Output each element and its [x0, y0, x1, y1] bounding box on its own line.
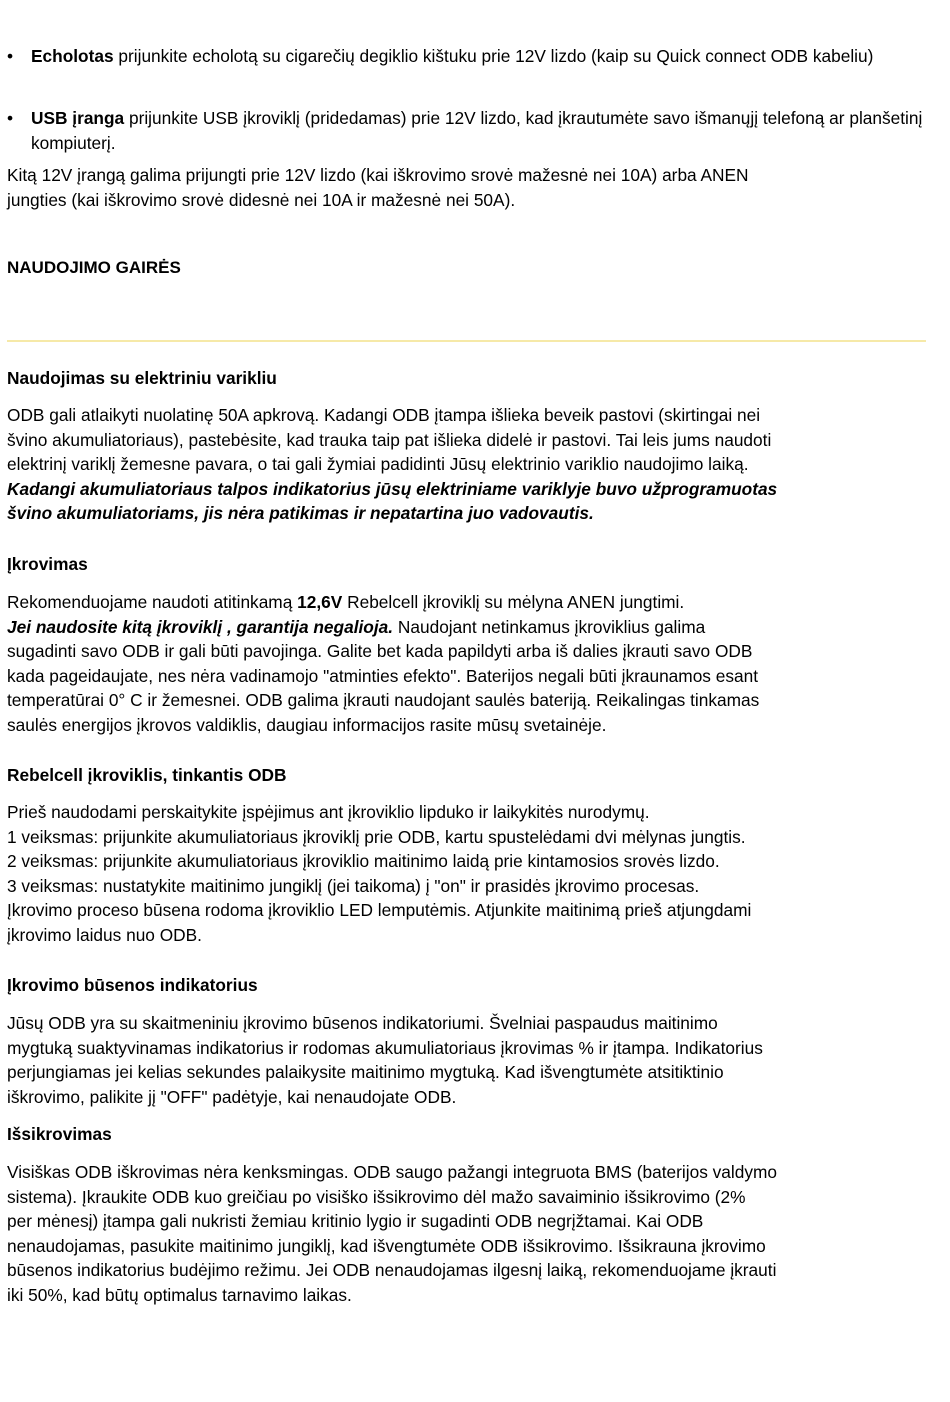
- text-run: Rebelcell įkroviklį su mėlyna ANEN jungtimi.: [342, 592, 685, 612]
- section-body-charger: [7, 800, 932, 948]
- step-line: 1 veiksmas: prijunkite akumuliatoriaus įkroviklį prie ODB, kartu spustelėdami dvi mėlynas jungtis.: [7, 826, 746, 847]
- guidelines-heading: NAUDOJIMO GAIRĖS: [7, 258, 181, 277]
- bullet-usb: [31, 106, 932, 155]
- text-line: švino akumuliatoriaus), pastebėsite, kad trauka taip pat išlieka didelė ir pastovi. Tai leis jums naudoti: [7, 429, 772, 450]
- section-heading-motor: Naudojimas su elektriniu varikliu: [7, 368, 277, 388]
- text-line: elektrinį variklį žemesne pavara, o tai gali žymiai padidinti Jūsų elektrinio variklio naudojimo laiką.: [7, 454, 749, 475]
- text-line: iki 50%, kad būtų optimalus tarnavimo laikas.: [7, 1284, 352, 1305]
- bullet-text: prijunkite echolotą su cigarečių degiklio kištuku prie 12V lizdo (kaip su Quick connect ODB kabeliu): [113, 46, 874, 66]
- text-line: būsenos indikatorius budėjimo režimu. Jei ODB nenaudojamas ilgesnį laiką, rekomenduojame įkrauti: [7, 1260, 777, 1281]
- text-line: temperatūrai 0° C ir žemesnei. ODB galima įkrauti naudojant saulės bateriją. Reikalingas tinkamas: [7, 690, 760, 711]
- warning-line: Kadangi akumuliatoriaus talpos indikatorius jūsų elektriniame variklyje buvo užprogramuotas: [7, 478, 778, 499]
- section-heading-charging: Įkrovimas: [7, 554, 88, 574]
- text-line: [7, 590, 932, 615]
- section-body-discharge: [7, 1160, 932, 1308]
- section-heading-discharge: Išsikrovimas: [7, 1124, 112, 1144]
- text-line: iškrovimo, palikite jį "OFF" padėtyje, kai nenaudojate ODB.: [7, 1086, 457, 1107]
- text-run: Naudojant netinkamus įkroviklius galima: [393, 616, 706, 637]
- voltage-value: 12,6V: [297, 592, 343, 612]
- text-line: jungties (kai iškrovimo srovė didesnė nei 10A ir mažesnė nei 50A).: [7, 189, 516, 210]
- divider: [7, 340, 926, 342]
- text-line: Visiškas ODB iškrovimas nėra kenksmingas. ODB saugo pažangi integruota BMS (baterijos valdymo: [7, 1162, 777, 1182]
- section-body-charging: [7, 590, 932, 738]
- section-body-indicator: [7, 1011, 932, 1109]
- bullet-term: USB įranga: [31, 108, 125, 128]
- bullet-text: prijunkite USB įkroviklį (pridedamas) prie 12V lizdo, kad įkrautumėte savo išmanųjį telefoną ar planšetinį kompiuterį.: [31, 108, 923, 153]
- text-line: sistema). Įkraukite ODB kuo greičiau po visiško išsikrovimo dėl mažo savaiminio išsikrovimo (2%: [7, 1186, 746, 1207]
- step-line: 3 veiksmas: nustatykite maitinimo jungiklį (jei taikoma) į "on" ir prasidės įkrovimo procesas.: [7, 875, 700, 896]
- text-line: Jūsų ODB yra su skaitmeniniu įkrovimo būsenos indikatoriumi. Švelniai paspaudus maitinimo: [7, 1013, 718, 1033]
- warning-line: švino akumuliatoriams, jis nėra patikimas ir nepatartina juo vadovautis.: [7, 503, 594, 524]
- warranty-warning: Jei naudosite kitą įkroviklį , garantija negalioja.: [7, 616, 394, 637]
- bullet-term: Echolotas: [31, 46, 114, 66]
- text-line: nenaudojamas, pasukite maitinimo jungiklį, kad išvengtumėte ODB išsikrovimo. Išsikrauna įkrovimo: [7, 1235, 766, 1256]
- text-line: Įkrovimo proceso būsena rodoma įkroviklio LED lemputėmis. Atjunkite maitinimą prieš atjungdami: [7, 900, 752, 921]
- section-heading-indicator: Įkrovimo būsenos indikatorius: [7, 975, 258, 995]
- section-body-motor: [7, 403, 932, 526]
- text-line: sugadinti savo ODB ir gali būti pavojinga. Galite bet kada papildyti arba iš dalies įkrauti savo ODB: [7, 641, 753, 662]
- text-line: kada pageidaujate, nes nėra vadinamojo "atminties efekto". Baterijos negali būti įkraunamos esant: [7, 665, 759, 686]
- text-run: Rekomenduojame naudoti atitinkamą: [7, 592, 298, 612]
- text-line: [7, 615, 932, 640]
- text-line: per mėnesį) įtampa gali nukristi žemiau kritinio lygio ir sugadinti ODB negrįžtamai. Kai ODB: [7, 1211, 704, 1232]
- text-line: mygtuką suaktyvinamas indikatorius ir rodomas akumuliatoriaus įkrovimas % ir įtampa. Indikatorius: [7, 1037, 763, 1058]
- bullet-dot: •: [7, 46, 14, 66]
- step-line: 2 veiksmas: prijunkite akumuliatoriaus įkroviklio maitinimo laidą prie kintamosios srovės lizdo.: [7, 851, 720, 872]
- bullet-echolotas: [31, 44, 932, 69]
- text-line: įkrovimo laidus nuo ODB.: [7, 924, 202, 945]
- section-heading-charger: Rebelcell įkroviklis, tinkantis ODB: [7, 765, 287, 785]
- text-line: ODB gali atlaikyti nuolatinę 50A apkrovą. Kadangi ODB įtampa išlieka beveik pastovi (skirtingai nei: [7, 405, 761, 425]
- intro-paragraph: [7, 163, 932, 212]
- text-line: perjungiamas jei kelias sekundes palaikysite maitinimo mygtuką. Kad išvengtumėte atsitiktinio: [7, 1062, 724, 1083]
- text-line: saulės energijos įkrovos valdiklis, daugiau informacijos rasite mūsų svetainėje.: [7, 714, 607, 735]
- text-line: Kitą 12V įrangą galima prijungti prie 12V lizdo (kai iškrovimo srovė mažesnė nei 10A) arba ANEN: [7, 165, 749, 185]
- bullet-dot: •: [7, 108, 14, 128]
- text-line: Prieš naudodami perskaitykite įspėjimus ant įkroviklio lipduko ir laikykitės nurodymų.: [7, 802, 650, 822]
